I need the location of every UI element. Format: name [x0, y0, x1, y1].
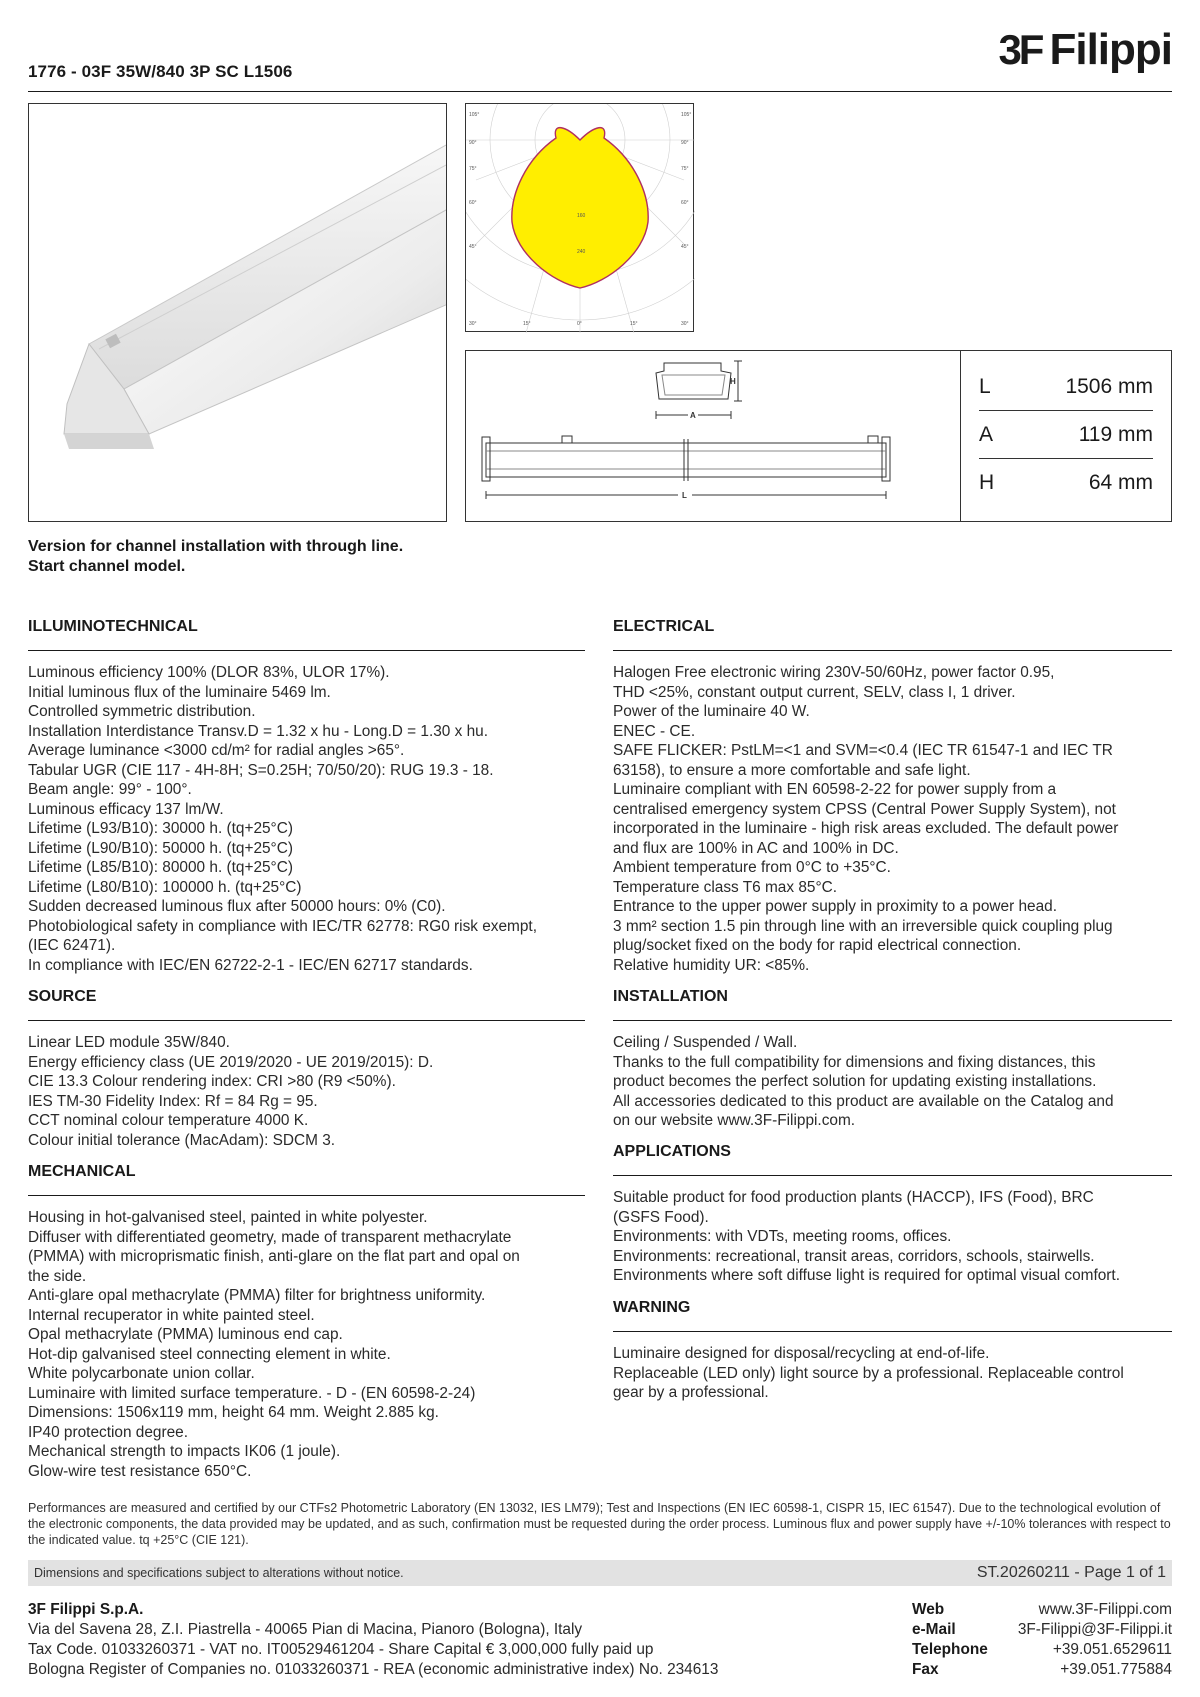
drawing-label-l: L	[682, 491, 687, 500]
polar-bottom-label: 30°	[469, 321, 477, 327]
spec-line: Diffuser with differentiated geometry, made of transparent methacrylate	[28, 1228, 512, 1246]
section-title: ELECTRICAL	[613, 618, 715, 635]
spec-line: Replaceable (LED only) light source by a professional. Replaceable control	[613, 1364, 1124, 1382]
section-divider	[613, 1175, 1172, 1176]
spec-line: Colour initial tolerance (MacAdam): SDCM 3.	[28, 1131, 336, 1149]
spec-line: Linear LED module 35W/840.	[28, 1034, 230, 1051]
spec-line: All accessories dedicated to this product are available on the Catalog and	[613, 1092, 1114, 1110]
polar-angle-label: 90°	[469, 140, 477, 146]
spec-line: Average luminance <3000 cd/m² for radial angles >65°.	[28, 742, 405, 759]
spec-line: Lifetime (L80/B10): 100000 h. (tq+25°C)	[28, 878, 302, 896]
spec-line: Energy efficiency class (UE 2019/2020 - UE 2019/2015): D.	[28, 1053, 434, 1071]
dimension-key: L	[979, 374, 991, 398]
spec-line: and flux are 100% in AC and 100% in DC.	[613, 839, 899, 857]
spec-line: Lifetime (L93/B10): 30000 h. (tq+25°C)	[28, 820, 293, 837]
polar-angle-label: 75°	[681, 166, 689, 172]
spec-line: Ceiling / Suspended / Wall.	[613, 1034, 798, 1051]
drawing-label-h: H	[730, 377, 736, 386]
section-body	[613, 1188, 1172, 1286]
spec-line: Initial luminous flux of the luminaire 5469 lm.	[28, 683, 331, 701]
section-illuminotechnical	[28, 617, 585, 975]
spec-line: Opal methacrylate (PMMA) luminous end cap.	[28, 1326, 343, 1343]
version-note-line: Start channel model.	[28, 558, 186, 575]
spec-line: product becomes the perfect solution for updating existing installations.	[613, 1073, 1097, 1090]
section-applications	[613, 1142, 1172, 1286]
contact-label: Fax	[912, 1661, 939, 1678]
section-title: WARNING	[613, 1299, 691, 1316]
polar-angle-label: 90°	[681, 140, 689, 146]
spec-line: CCT nominal colour temperature 4000 K.	[28, 1112, 309, 1129]
spec-line: IP40 protection degree.	[28, 1423, 189, 1441]
section-divider	[613, 1331, 1172, 1332]
section-mechanical	[28, 1162, 585, 1481]
notice-bar	[28, 1560, 1172, 1586]
spec-line: CIE 13.3 Colour rendering index: CRI >80 (R9 <50%).	[28, 1073, 396, 1090]
section-title: APPLICATIONS	[613, 1143, 731, 1160]
spec-line: on our website www.3F-Filippi.com.	[613, 1112, 856, 1129]
section-body	[613, 1033, 1172, 1131]
logo-mark: 3F	[998, 26, 1042, 73]
company-line: Via del Savena 28, Z.I. Piastrella - 40065 Pian di Macina, Pianoro (Bologna), Italy	[28, 1621, 583, 1638]
dimension-value: 1506 mm	[1065, 374, 1153, 398]
product-photo	[28, 103, 447, 522]
dimension-row	[979, 363, 1153, 411]
contact-row-web	[912, 1600, 1172, 1620]
contact-info	[912, 1600, 1172, 1680]
contact-value: +39.051.6529611	[1052, 1641, 1172, 1658]
spec-line: IES TM-30 Fidelity Index: Rf = 84 Rg = 95.	[28, 1092, 318, 1110]
company-info	[28, 1600, 718, 1680]
spec-line: Thanks to the full compatibility for dimensions and fixing distances, this	[613, 1053, 1096, 1071]
spec-line: Environments: recreational, transit areas, corridors, schools, stairwells.	[613, 1247, 1095, 1265]
section-warning	[613, 1298, 1172, 1403]
dimension-value: 64 mm	[1088, 471, 1153, 494]
spec-line: Anti-glare opal methacrylate (PMMA) filter for brightness uniformity.	[28, 1287, 486, 1304]
version-note	[28, 537, 403, 577]
section-electrical	[613, 617, 1172, 975]
spec-line: Suitable product for food production plants (HACCP), IFS (Food), BRC	[613, 1189, 1094, 1206]
section-title: SOURCE	[28, 988, 97, 1005]
spec-line: Luminaire designed for disposal/recycling at end-of-life.	[613, 1345, 990, 1362]
polar-bottom-label: 15°	[630, 321, 638, 327]
polar-angle-label: 45°	[681, 244, 689, 250]
document-reference: ST.20260211 - Page 1 of 1	[976, 1564, 1166, 1581]
spec-line: Relative humidity UR: <85%.	[613, 956, 810, 974]
section-body	[28, 1033, 585, 1150]
spec-line: THD <25%, constant output current, SELV, class I, 1 driver.	[613, 683, 1016, 701]
disclaimer: Performances are measured and certified by our CTFs2 Photometric Laboratory (EN 13032, IES LM79); Test and Inspections (EN IEC 60598-1, CISPR 15, IEC 61547). Due to the technological evolution of the electronic components, the data provided may be updated, and as such, confirmation must be requested during the order process. Luminous flux and power supply have +/-10% tolerances with respect to the indicated value. tq +25°C (CIE 121).	[28, 1501, 1171, 1547]
drawing-label-a: A	[690, 411, 696, 420]
brand-logo	[998, 26, 1172, 74]
dimension-key: H	[979, 471, 995, 494]
spec-line: Lifetime (L90/B10): 50000 h. (tq+25°C)	[28, 839, 293, 857]
spec-line: plug/socket fixed on the body for rapid electrical connection.	[613, 937, 1022, 954]
technical-drawing	[466, 351, 961, 523]
dimension-table	[960, 350, 1172, 522]
spec-line: Halogen Free electronic wiring 230V-50/60Hz, power factor 0.95,	[613, 664, 1055, 681]
polar-bottom-label: 0°	[577, 321, 582, 327]
section-installation	[613, 987, 1172, 1131]
section-body	[613, 1344, 1172, 1403]
alteration-notice: Dimensions and specifications subject to alterations without notice.	[34, 1566, 404, 1580]
spec-line: Dimensions: 1506x119 mm, height 64 mm. Weight 2.885 kg.	[28, 1404, 439, 1421]
contact-value[interactable]: www.3F-Filippi.com	[1038, 1601, 1172, 1618]
spec-line: Controlled symmetric distribution.	[28, 703, 256, 720]
polar-bottom-label: 15°	[523, 321, 531, 327]
contact-value[interactable]: 3F-Filippi@3F-Filippi.it	[1017, 1621, 1172, 1638]
spec-line: ENEC - CE.	[613, 722, 696, 740]
company-line: Tax Code. 01033260371 - VAT no. IT00529461204 - Share Capital € 3,000,000 fully paid up	[28, 1641, 654, 1658]
section-title: MECHANICAL	[28, 1163, 136, 1180]
contact-label: Web	[912, 1601, 945, 1618]
spec-line: (PMMA) with microprismatic finish, anti-glare on the flat part and opal on	[28, 1248, 520, 1265]
spec-line: centralised emergency system CPSS (Central Power Supply System), not	[613, 800, 1116, 818]
spec-line: Mechanical strength to impacts IK06 (1 joule).	[28, 1443, 341, 1460]
spec-line: Sudden decreased luminous flux after 50000 hours: 0% (C0).	[28, 898, 446, 915]
spec-line: (GSFS Food).	[613, 1208, 709, 1226]
section-body	[28, 1208, 585, 1481]
luminaire-image	[29, 104, 447, 522]
contact-label: e-Mail	[912, 1621, 956, 1638]
polar-angle-label: 105°	[469, 112, 480, 118]
spec-line: Power of the luminaire 40 W.	[613, 703, 810, 720]
dimension-key: A	[979, 422, 994, 446]
spec-line: In compliance with IEC/EN 62722-2-1 - IEC/EN 62717 standards.	[28, 956, 473, 974]
dimension-row	[979, 459, 1153, 507]
section-title: ILLUMINOTECHNICAL	[28, 618, 198, 635]
dimension-row	[979, 411, 1153, 459]
polar-angle-label: 60°	[469, 200, 477, 206]
contact-row-email	[912, 1620, 1172, 1640]
spec-line: Lifetime (L85/B10): 80000 h. (tq+25°C)	[28, 859, 293, 876]
section-source	[28, 987, 585, 1150]
contact-row-fax	[912, 1660, 1172, 1680]
polar-angle-label: 45°	[469, 244, 477, 250]
spec-line: Glow-wire test resistance 650°C.	[28, 1462, 252, 1480]
spec-line: Internal recuperator in white painted steel.	[28, 1306, 315, 1324]
spec-line: Environments: with VDTs, meeting rooms, offices.	[613, 1228, 952, 1245]
polar-angle-label: 105°	[681, 112, 692, 118]
section-divider	[613, 1020, 1172, 1021]
spec-line: Housing in hot-galvanised steel, painted in white polyester.	[28, 1209, 428, 1226]
section-body	[613, 663, 1172, 975]
spec-line: Environments where soft diffuse light is required for optimal visual comfort.	[613, 1267, 1120, 1284]
polar-curve-fill	[512, 128, 648, 288]
section-divider	[28, 1020, 585, 1021]
dimension-drawing	[465, 350, 960, 522]
spec-line: Ambient temperature from 0°C to +35°C.	[613, 859, 891, 876]
photometric-curve	[466, 104, 695, 333]
polar-radial-label: 160	[577, 213, 586, 219]
spec-line: 63158), to ensure a more comfortable and safe light.	[613, 761, 971, 779]
company-line: Bologna Register of Companies no. 01033260371 - REA (economic administrative index) No. 234613	[28, 1661, 719, 1678]
spec-line: Entrance to the upper power supply in proximity to a power head.	[613, 898, 1058, 915]
spec-line: Luminaire with limited surface temperature. - D - (EN 60598-2-24)	[28, 1384, 476, 1402]
spec-line: Luminous efficacy 137 lm/W.	[28, 800, 224, 818]
spec-line: Hot-dip galvanised steel connecting element in white.	[28, 1345, 391, 1363]
spec-line: Photobiological safety in compliance with IEC/TR 62778: RG0 risk exempt,	[28, 917, 537, 935]
spec-line: incorporated in the luminaire - high risk areas excluded. The default power	[613, 820, 1119, 837]
polar-angle-label: 75°	[469, 166, 477, 172]
dimension-value: 119 mm	[1078, 422, 1153, 446]
section-divider	[613, 650, 1172, 651]
polar-bottom-label: 30°	[681, 321, 689, 327]
spec-line: gear by a professional.	[613, 1384, 769, 1401]
section-divider	[28, 1195, 585, 1196]
spec-line: Beam angle: 99° - 100°.	[28, 781, 192, 798]
contact-label: Telephone	[912, 1641, 988, 1658]
contact-value: +39.051.775884	[1060, 1661, 1172, 1678]
version-note-line: Version for channel installation with through line.	[28, 538, 404, 555]
logo-word: Filippi	[1049, 25, 1172, 74]
spec-line: White polycarbonate union collar.	[28, 1365, 255, 1382]
polar-diagram	[465, 103, 694, 332]
polar-radial-label: 240	[577, 249, 586, 255]
contact-row-telephone	[912, 1640, 1172, 1660]
section-divider	[28, 650, 585, 651]
company-name: 3F Filippi S.p.A.	[28, 1601, 144, 1618]
spec-line: Luminaire compliant with EN 60598-2-22 for power supply from a	[613, 781, 1057, 798]
header-divider	[28, 91, 1172, 92]
section-body	[28, 663, 585, 975]
spec-line: Temperature class T6 max 85°C.	[613, 878, 837, 896]
spec-line: Luminous efficiency 100% (DLOR 83%, ULOR 17%).	[28, 664, 390, 681]
spec-line: (IEC 62471).	[28, 937, 116, 954]
spec-line: SAFE FLICKER: PstLM=<1 and SVM=<0.4 (IEC TR 61547-1 and IEC TR	[613, 742, 1113, 759]
page-title: 1776 - 03F 35W/840 3P SC L1506	[28, 62, 293, 81]
spec-line: 3 mm² section 1.5 pin through line with an irreversible quick coupling plug	[613, 917, 1113, 935]
polar-angle-label: 60°	[681, 200, 689, 206]
spec-line: the side.	[28, 1267, 87, 1285]
spec-line: Tabular UGR (CIE 117 - 4H-8H; S=0.25H; 70/50/20): RUG 19.3 - 18.	[28, 761, 494, 779]
spec-line: Installation Interdistance Transv.D = 1.32 x hu - Long.D = 1.30 x hu.	[28, 722, 488, 740]
section-title: INSTALLATION	[613, 988, 728, 1005]
